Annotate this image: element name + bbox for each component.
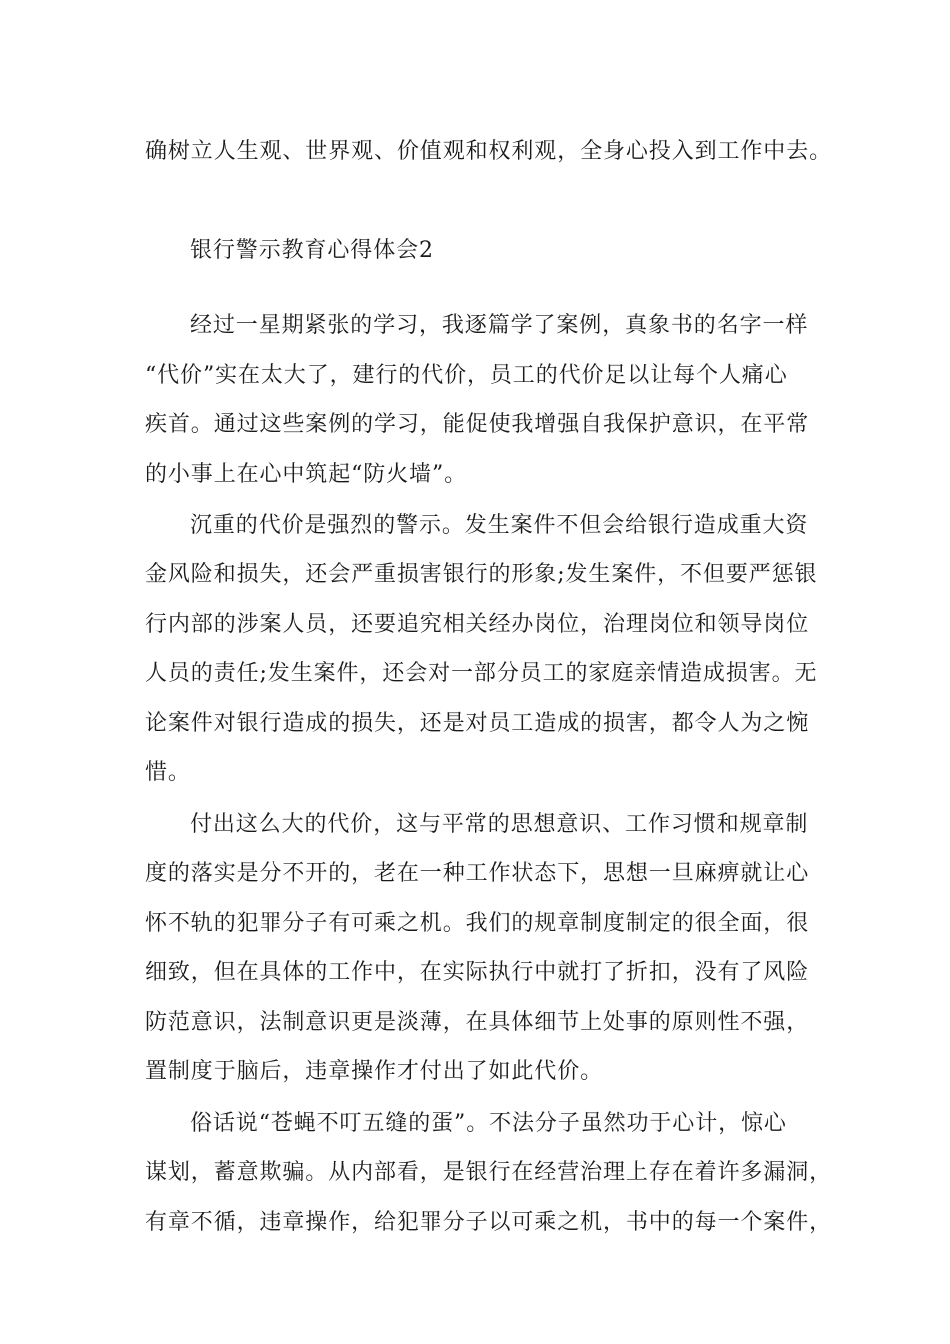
paragraph-line: 金风险和损失，还会严重损害银行的形象;发生案件，不但要严惩银 [145,562,818,587]
paragraph-line: 付出这么大的代价，这与平常的思想意识、工作习惯和规章制 [190,812,809,837]
paragraph-line: 俗话说“苍蝇不叮五缝的蛋”。不法分子虽然功于心计，惊心 [190,1111,787,1136]
paragraph-line: 怀不轨的犯罪分子有可乘之机。我们的规章制度制定的很全面，很 [145,911,810,936]
paragraph-line: 行内部的涉案人员，还要追究相关经办岗位，治理岗位和领导岗位 [145,612,810,637]
paragraph-line: 论案件对银行造成的损失，还是对员工造成的损害，都令人为之惋 [145,711,810,736]
paragraph-line: 沉重的代价是强烈的警示。发生案件不但会给银行造成重大资 [190,513,809,538]
paragraph-line: 疾首。通过这些案例的学习，能促使我增强自我保护意识，在平常 [145,412,810,437]
paragraph-line: 谋划，蓄意欺骗。从内部看，是银行在经营治理上存在着许多漏洞， [145,1160,833,1185]
paragraph-line: 防范意识，法制意识更是淡薄，在具体细节上处事的原则性不强， [145,1010,810,1035]
paragraph-line: 经过一星期紧张的学习，我逐篇学了案例，真象书的名字一样 [190,313,809,338]
paragraph-line: 人员的责任;发生案件，还会对一部分员工的家庭亲情造成损害。无 [145,661,818,686]
paragraph-line: “代价”实在太大了，建行的代价，员工的代价足以让每个人痛心 [145,363,788,388]
paragraph-line: 有章不循，违章操作，给犯罪分子以可乘之机，书中的每一个案件， [145,1210,833,1235]
section-title: 银行警示教育心得体会2 [190,238,434,263]
paragraph-line: 置制度于脑后，违章操作才付出了如此代价。 [145,1059,604,1084]
paragraph-line: 度的落实是分不开的，老在一种工作状态下，思想一旦麻痹就让心 [145,861,810,886]
paragraph-line: 的小事上在心中筑起“防火墙”。 [145,462,467,487]
paragraph-line: 细致，但在具体的工作中，在实际执行中就打了折扣，没有了风险 [145,960,810,985]
paragraph-line: 惜。 [145,760,191,785]
intro-tail-line: 确树立人生观、世界观、价值观和权利观，全身心投入到工作中去。 [145,139,833,164]
